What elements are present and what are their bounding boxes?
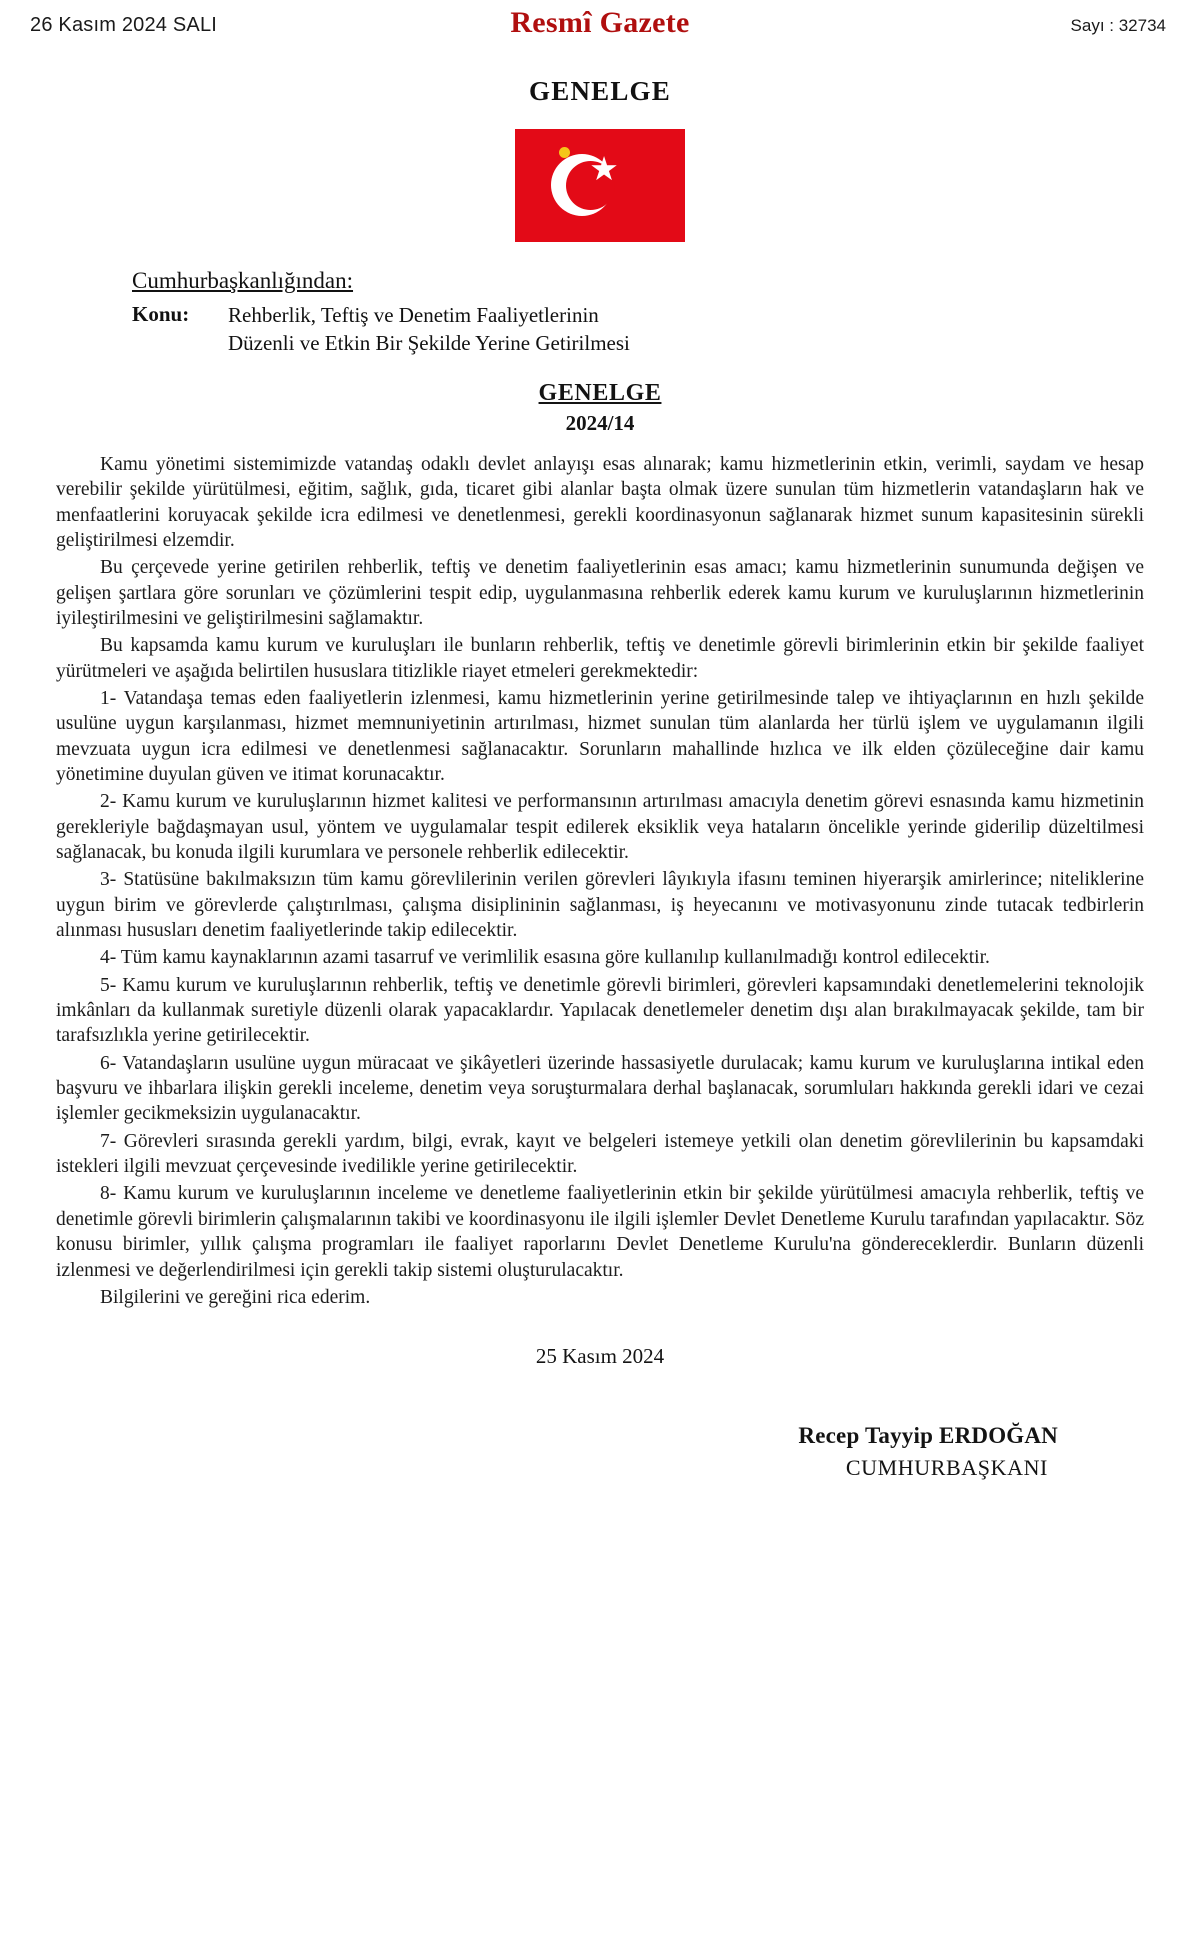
masthead-date: 26 Kasım 2024 SALI — [30, 14, 218, 36]
genelge-number: 2024/14 — [565, 410, 635, 435]
paragraph: 4- Tüm kamu kaynaklarının azami tasarruf ve verimlilik esasına göre kullanılıp kullanılmadığı kontrol edilecektir. — [100, 947, 990, 969]
paragraph: 5- Kamu kurum ve kuruluşlarının rehberlik, teftiş ve denetimle görevli birimleri, görevleri kapsamındaki denetlemelerini teknolojik imkânları da kullanmak suretiyle düzenli olarak yapacaklardır. Yapılacak denetlemeler denetim dışı alan bırakılmayacak şekilde, tam bir tarafsızlıkla yerine getirilecektir. — [56, 974, 1144, 1047]
issuer-line: Cumhurbaşkanlığından: — [132, 268, 354, 293]
subject-label: Konu: — [132, 302, 190, 326]
sign-date: 25 Kasım 2024 — [535, 1344, 665, 1369]
signature-block — [56, 1423, 1144, 1481]
subject-line-2: Düzenli ve Etkin Bir Şekilde Yerine Getirilmesi — [228, 330, 630, 355]
paragraph: 6- Vatandaşların usulüne uygun müracaat ve şikâyetleri üzerinde hassasiyetle durulacak; kamu kurum ve kuruluşlarına intikal eden başvuru ve ihbarlara ilişkin gerekli inceleme, denetim veya soruşturmalara derhal başlanacak, sorumluları hakkında gerekli idari ve cezai işlemler gecikmeksizin uygulanacaktır. — [56, 1052, 1144, 1125]
flag-container — [0, 129, 1200, 242]
paragraph: Bilgilerini ve gereğini rica ederim. — [100, 1286, 371, 1308]
paragraph: Bu çerçevede yerine getirilen rehberlik, teftiş ve denetim faaliyetlerinin esas amacı; kamu hizmetlerinin sunumunda değişen ve gelişen şartlara göre sorunları ve çözümlerini tespit edip, uygulanmasına rehberlik ederek kamu kurum ve kuruluşlarının hizmetlerinin iyileştirilmesini ve geliştirilmesini sağlamaktır. — [56, 557, 1144, 629]
masthead-title: Resmî Gazete — [510, 6, 690, 39]
paragraph: Bu kapsamda kamu kurum ve kuruluşları ile bunların rehberlik, teftiş ve denetimle görevli birimlerinin etkin bir şekilde faaliyet yürütmeleri ve aşağıda belirtilen hususlara titizlikle riayet etmeleri gerekmektedir: — [56, 635, 1144, 682]
paragraph: Kamu yönetimi sistemimizde vatandaş odaklı devlet anlayışı esas alınarak; kamu hizmetlerinin etkin, verimli, saydam ve hesap verebilir şekilde yürütülmesi, eğitim, sağlık, gıda, ticaret gibi alanlar başta olmak üzere sunulan tüm hizmetlerin vatandaşların hak ve menfaatlerini koruyacak şekilde icra edilmesi ve denetlenmesi, gerekli koordinasyonun sağlanarak hizmet sunum kapasitesinin sürekli geliştirilmesi elzemdir. — [56, 453, 1144, 551]
paragraph: 8- Kamu kurum ve kuruluşlarının inceleme ve denetleme faaliyetlerinin etkin bir şekilde yürütülmesi amacıyla rehberlik, teftiş ve denetimle görevli birimlerin çalışmalarının takibi ve koordinasyonu ile ilgili işlemler Devlet Denetleme Kurulu tarafından yapılacaktır. Söz konusu birimler, yıllık çalışma programları ile faaliyet raporlarını Devlet Denetleme Kurulu'na göndereceklerdir. Bunların düzenli izlenmesi ve değerlendirilmesi için gerekli takip sistemi oluşturulacaktır. — [56, 1183, 1144, 1281]
paragraph: 7- Görevleri sırasında gerekli yardım, bilgi, evrak, kayıt ve belgeleri istemeye yetkili olan denetim görevlilerinin bu kapsamdaki istekleri ilgili mevzuat çerçevesinde ivedilikle yerine getirilecektir. — [56, 1130, 1144, 1178]
masthead — [0, 0, 1200, 54]
document-kind-heading: GENELGE — [529, 76, 671, 106]
paragraph: 1- Vatandaşa temas eden faaliyetlerin izlenmesi, kamu hizmetlerinin yerine getirilmesinde talep ve ihtiyaçlarının en hızlı şekilde usulüne uygun karşılanması, hizmet memnuniyetinin artırılması, hizmet sunulan tüm alanlarda her türlü işlem ve uygulamanın ilgili mevzuata uygun icra edilmesi ve denetlenmesi sağlanacaktır. Sorunların mahallinde hızlıca ve ilk elden çözüleceğine dair kamu yönetimine duyulan güven ve itimat korunacaktır. — [56, 687, 1144, 785]
subject-row — [132, 302, 1140, 358]
signer-name: Recep Tayyip ERDOĞAN — [798, 1423, 1058, 1449]
signer-title: CUMHURBAŞKANI — [845, 1455, 1048, 1481]
paragraph: 2- Kamu kurum ve kuruluşlarının hizmet kalitesi ve performansının artırılması amacıyla denetim görevi esnasında kamu hizmetinin gerekleriyle bağdaşmayan usul, yöntem ve uygulamalar tespit edilerek eksiklik veya hataların öncelikle yerinde giderilip düzeltilmesi sağlanacak, bu konuda ilgili kurumlara ve personele rehberlik edilecektir. — [56, 791, 1144, 863]
issuer-block — [0, 268, 1200, 436]
subject-line-1: Rehberlik, Teftiş ve Denetim Faaliyetlerinin — [228, 303, 599, 327]
paragraph: 3- Statüsüne bakılmaksızın tüm kamu görevlilerinin verilen görevleri lâyıkıyla ifasını teminen hiyerarşik amirlerince; niteliklerine uygun birim ve görevlerde çalıştırılması, çalışma disiplininin sağlanması, iş heyecanını ve motivasyonunu zinde tutacak tedbirlerin alınması hususları denetim faaliyetlerinde takip edilecektir. — [56, 869, 1144, 942]
document-body — [0, 452, 1200, 1481]
masthead-issue-number: Sayı : 32734 — [1070, 16, 1166, 35]
subject-value — [228, 302, 630, 358]
turkish-flag-icon — [515, 129, 685, 242]
genelge-title: GENELGE — [538, 379, 662, 406]
